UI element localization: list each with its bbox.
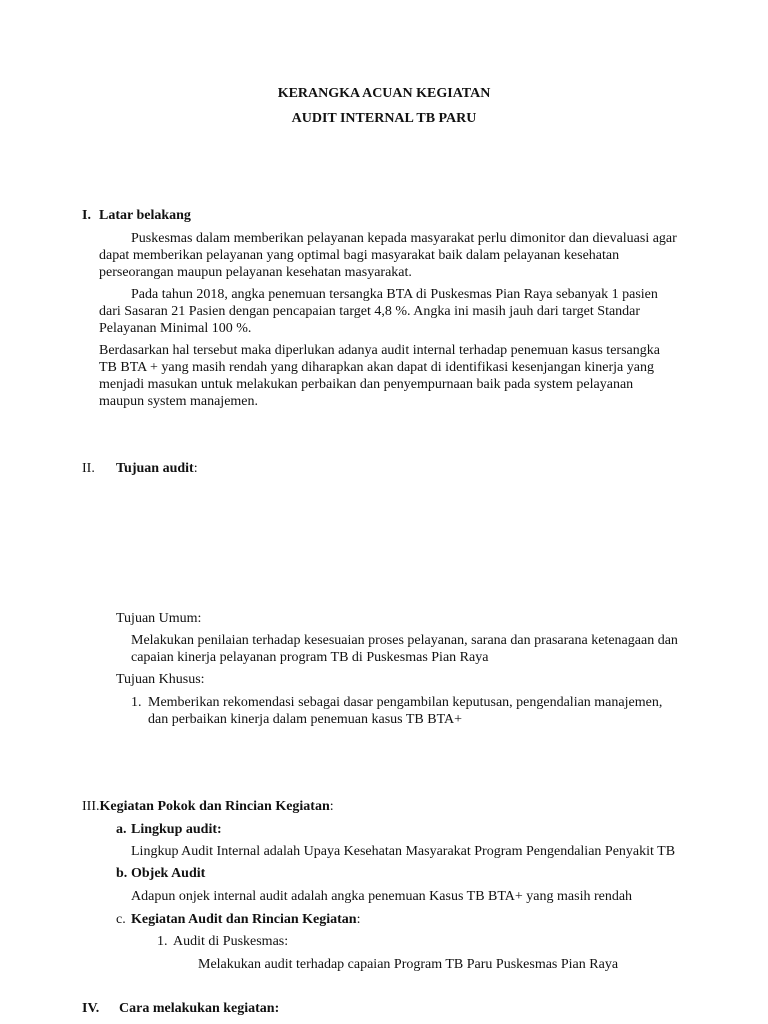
item-b-marker: b. bbox=[116, 866, 128, 881]
item-a-marker: a. bbox=[116, 822, 127, 837]
section-1-p3-line4: maupun system manajemen. bbox=[99, 394, 259, 409]
section-1-p2-line3: Pelayanan Minimal 100 %. bbox=[99, 321, 252, 336]
section-3-colon: : bbox=[329, 799, 334, 814]
item-c-marker: c. bbox=[116, 912, 126, 927]
section-3-heading-line bbox=[82, 798, 334, 815]
section-1-heading: Latar belakang bbox=[99, 208, 191, 223]
item-c-colon: : bbox=[356, 912, 361, 927]
section-1-p2-line2: dari Sasaran 21 Pasien dengan pencapaian target 4,8 %. Angka ini masih jauh dari target Standar bbox=[99, 304, 641, 319]
tujuan-umum-line1: Melakukan penilaian terhadap kesesuaian proses pelayanan, sarana dan prasarana ketenagaan dan bbox=[131, 633, 678, 648]
tujuan-khusus-number: 1. bbox=[131, 695, 142, 710]
section-2-numeral: II. bbox=[82, 461, 95, 476]
item-a-heading: Lingkup audit: bbox=[131, 822, 222, 837]
section-1-p3-line3: menjadi masukan untuk melakukan perbaikan dan penyempurnaan baik pada system pelayanan bbox=[99, 377, 634, 392]
item-c-heading-line bbox=[131, 911, 360, 928]
section-1-numeral: I. bbox=[82, 208, 91, 223]
section-2-heading-line bbox=[116, 460, 198, 477]
section-3-numeral: III. bbox=[82, 799, 100, 814]
tujuan-khusus-line2: dan perbaikan kinerja dalam penemuan kasus TB BTA+ bbox=[148, 712, 463, 727]
item-c-heading: Kegiatan Audit dan Rincian Kegiatan bbox=[131, 912, 357, 927]
item-b-text: Adapun onjek internal audit adalah angka penemuan Kasus TB BTA+ yang masih rendah bbox=[131, 889, 633, 904]
item-c1-marker: 1. bbox=[157, 934, 168, 949]
item-c1-label: Audit di Puskesmas: bbox=[173, 934, 289, 949]
section-1-p3-line2: TB BTA + yang masih rendah yang diharapkan akan dapat di identifikasi kesenjangan kinerja yang bbox=[99, 360, 654, 375]
item-a-text: Lingkup Audit Internal adalah Upaya Kesehatan Masyarakat Program Pengendalian Penyakit TB bbox=[131, 844, 676, 859]
section-1-p1-line3: perseorangan maupun pelayanan kesehatan masyarakat. bbox=[99, 265, 412, 280]
section-1-p3-line1: Berdasarkan hal tersebut maka diperlukan adanya audit internal terhadap penemuan kasus tersangka bbox=[99, 343, 660, 358]
item-b-heading: Objek Audit bbox=[131, 866, 206, 881]
tujuan-umum-line2: capaian kinerja pelayanan program TB di Puskesmas Pian Raya bbox=[131, 650, 489, 665]
section-4-heading: Cara melakukan kegiatan: bbox=[119, 1001, 280, 1016]
section-1-p1-line2: dapat memberikan pelayanan yang optimal bagi masyarakat baik dalam pelayanan kesehatan bbox=[99, 248, 620, 263]
section-1-p2-line1: Pada tahun 2018, angka penemuan tersangka BTA di Puskesmas Pian Raya sebanyak 1 pasien bbox=[131, 287, 658, 302]
section-4-numeral: IV. bbox=[82, 1001, 100, 1016]
section-1-p1-line1: Puskesmas dalam memberikan pelayanan kepada masyarakat perlu dimonitor dan dievaluasi agar bbox=[131, 231, 677, 246]
item-c1-text: Melakukan audit terhadap capaian Program TB Paru Puskesmas Pian Raya bbox=[198, 957, 619, 972]
section-2-colon: : bbox=[193, 461, 198, 476]
tujuan-khusus-line1: Memberikan rekomendasi sebagai dasar pengambilan keputusan, pengendalian manajemen, bbox=[148, 695, 663, 710]
section-2-heading: Tujuan audit bbox=[116, 461, 194, 476]
document-title: KERANGKA ACUAN KEGIATAN bbox=[277, 86, 491, 101]
section-3-heading: Kegiatan Pokok dan Rincian Kegiatan bbox=[99, 799, 330, 814]
tujuan-umum-label: Tujuan Umum: bbox=[116, 611, 202, 626]
document-subtitle: AUDIT INTERNAL TB PARU bbox=[291, 111, 477, 126]
tujuan-khusus-label: Tujuan Khusus: bbox=[116, 672, 205, 687]
